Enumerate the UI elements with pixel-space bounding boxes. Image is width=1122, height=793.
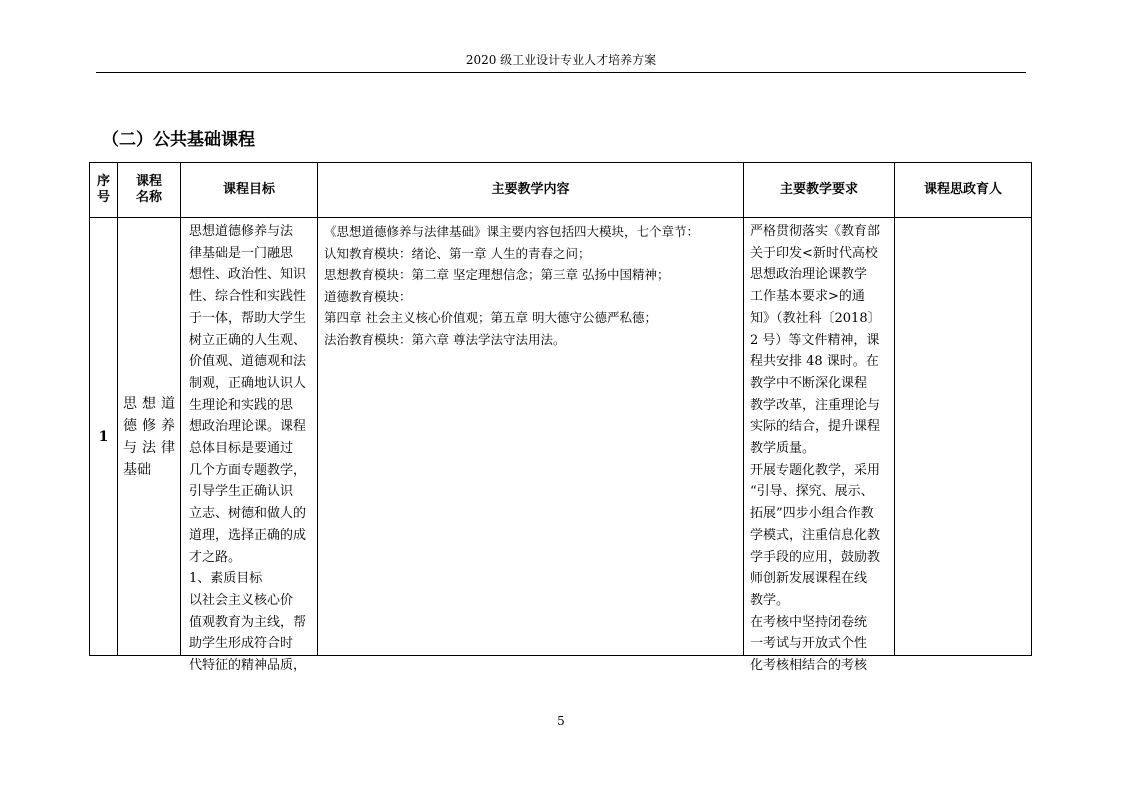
page-number: 5 xyxy=(557,714,565,728)
header-rule xyxy=(96,72,1026,73)
header-course-goal: 课程目标 xyxy=(181,163,318,218)
row-content: 《思想道德修养与法律基础》课主要内容包括四大模块，七个章节： 认知教育模块：绪论、第一章 人生的青春之问； 思想教育模块：第二章 坚定理想信念；第三章 弘扬中国精神； 道德教育模块： 第四章 社会主义核心价值观；第五章 明大德守公德严私德； 法治教育模块：第六章 尊法学法守法用法。 xyxy=(324,224,700,347)
table-header-row xyxy=(90,163,1032,218)
header-main-requirements: 主要教学要求 xyxy=(744,163,895,218)
row-goal: 思想道德修养与法 律基础是一门融思 想性、政治性、知识 性、综合性和实践性 于一体，帮助大学生 树立正确的人生观、 价值观、道德观和法 制观，正确地认识人 生理论和实践的思 想政治理论课。课程 总体目标是要通过 几个方面专题教学， 引导学生正确认识 立志、树德和做人的 道理，选择正确的成 才之路。 1、素质目标 以社会主义核心价 值观教育为主线，帮 助学生形成符合时 代特征的精神品质， xyxy=(189,224,307,674)
course-table xyxy=(89,162,1032,674)
row-goal-cell xyxy=(181,218,318,674)
row-requirements: 严格贯彻落实《教育部 关于印发<新时代高校 思想政治理论课教学 工作基本要求>的通 知》（教社科〔2018〕 2 号）等文件精神，课 程共安排 48 课时。在 教学中不断深化课程 教学改革，注重理论与 实际的结合，提升课程 教学质量。 开展专题化教学，采用 “引导、探究、展示、 拓展”四步小组合作教 学模式，注重信息化教 学手段的应用，鼓励教 师创新发展课程在线 教学。 在考核中坚持闭卷统 一考试与开放式个性 化考核相结合的考核 xyxy=(750,224,881,674)
row-content-cell xyxy=(318,218,744,656)
header-seq: 序 号 xyxy=(90,163,118,218)
row-requirements-cell xyxy=(744,218,895,674)
row-seq: 1 xyxy=(90,218,118,656)
table-row xyxy=(90,218,1032,656)
section-title: （二）公共基础课程 xyxy=(102,130,255,150)
row-ideology xyxy=(895,218,1032,656)
row-course-name: 思想道德修养与法律基础 xyxy=(118,218,181,656)
header-course-name: 课程 名称 xyxy=(118,163,181,218)
document-header: 2020 级工业设计专业人才培养方案 xyxy=(465,53,657,67)
header-ideology: 课程思政育人 xyxy=(895,163,1032,218)
header-main-content: 主要教学内容 xyxy=(318,163,744,218)
